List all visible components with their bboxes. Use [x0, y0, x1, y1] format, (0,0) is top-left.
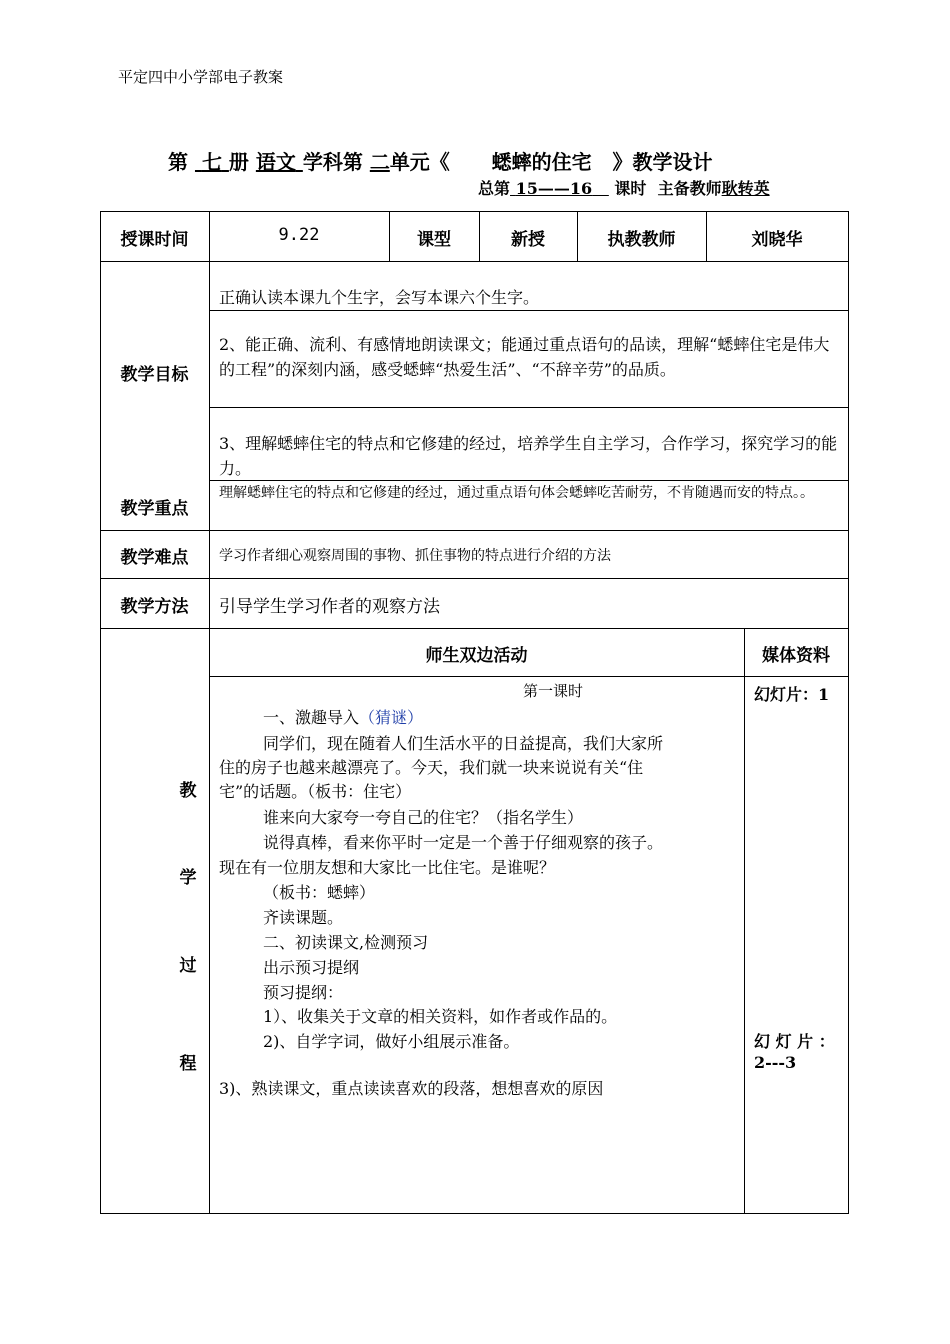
- activity-column-header: 师生双边活动: [425, 646, 528, 666]
- media-slide-2-range: 2---3: [754, 1053, 797, 1072]
- goal-item-3: 3、理解蟋蟀住宅的特点和它修建的经过，培养学生自主学习，合作学习，探究学习的能力。: [219, 434, 838, 478]
- exec-teacher-label: 执教教师: [607, 230, 676, 250]
- process-line: 现在有一位朋友想和大家比一比住宅。是谁呢？: [219, 858, 556, 877]
- process-line: 说得真棒，看来你平时一定是一个善于仔细观察的孩子。: [263, 833, 664, 852]
- step-1-note: （猜谜）: [359, 708, 424, 727]
- title-unit-suffix: 单元《: [389, 150, 450, 174]
- process-label-char-1: 教: [179, 781, 197, 801]
- time-value: 9.22: [278, 225, 320, 245]
- process-label-char-4: 程: [179, 1054, 197, 1074]
- process-line: 同学们，现在随着人们生活水平的日益提高，我们大家所: [263, 734, 664, 753]
- type-label: 课型: [417, 230, 451, 250]
- focus-label: 教学重点: [120, 499, 189, 519]
- school-note: 平定四中小学部电子教案: [118, 68, 284, 86]
- method-label: 教学方法: [120, 597, 189, 617]
- step-2-heading: 二、初读课文,检测预习: [263, 933, 429, 952]
- title-volume: 七: [201, 150, 222, 174]
- process-line: 3)、熟读课文，重点读读喜欢的段落，想想喜欢的原因: [219, 1079, 604, 1098]
- media-slide-1: 幻灯片：1: [754, 685, 830, 704]
- time-label: 授课时间: [120, 230, 189, 250]
- exec-teacher-value: 刘晓华: [751, 230, 803, 250]
- process-line: 齐读课题。: [263, 908, 344, 927]
- period-range: 15——16: [515, 179, 593, 198]
- focus-text: 理解蟋蟀住宅的特点和它修建的经过，通过重点语句体会蟋蟀吃苦耐劳，不肯随遇而安的特点。。: [219, 485, 814, 501]
- process-label-char-2: 学: [179, 868, 197, 888]
- goal-item-1: 正确认读本课九个生字，会写本课六个生字。: [219, 288, 540, 307]
- process-line: 2)、自学字词，做好小组展示准备。: [263, 1032, 520, 1051]
- difficulty-text: 学习作者细心观察周围的事物、抓住事物的特点进行介绍的方法: [219, 548, 611, 564]
- total-label: 总第: [478, 179, 511, 198]
- step-1-heading: 一、激趣导入（猜谜）: [263, 708, 424, 727]
- document-title: [168, 146, 712, 175]
- media-slide-2-label: 幻 灯 片 ：: [754, 1032, 835, 1051]
- process-line: 预习提纲：: [263, 983, 344, 1002]
- title-subject: 语文: [255, 150, 296, 174]
- title-suffix: 》教学设计: [612, 150, 713, 174]
- difficulty-label: 教学难点: [120, 548, 189, 568]
- type-value: 新授: [511, 230, 545, 250]
- process-line: 宅”的话题。（板书：住宅）: [219, 782, 412, 801]
- teacher-label: 主备教师: [657, 179, 722, 198]
- period-label: 课时: [614, 179, 647, 198]
- process-line: 1）、收集关于文章的相关资料，如作者或作品的。: [263, 1007, 618, 1026]
- title-volume-suffix: 册: [228, 150, 249, 174]
- goals-label: 教学目标: [120, 365, 189, 385]
- process-line: （板书：蟋蟀）: [263, 883, 376, 902]
- title-prefix: 第: [168, 150, 188, 174]
- goal-item-2: 2、能正确、流利、有感情地朗读课文；能通过重点语句的品读，理解“蟋蟀住宅是伟大的工程”的深刻内涵，感受蟋蟀“热爱生活”、“不辞辛劳”的品质。: [219, 335, 830, 379]
- main-teacher: 耿转英: [721, 179, 770, 198]
- method-text: 引导学生学习作者的观察方法: [219, 597, 440, 617]
- process-label-char-3: 过: [179, 956, 197, 976]
- period-title: 第一课时: [523, 682, 584, 700]
- title-unit: 二: [369, 150, 390, 174]
- title-lesson: 蟋蟀的住宅: [491, 150, 592, 174]
- media-column-header: 媒体资料: [762, 646, 830, 666]
- process-line: 住的房子也越来越漂亮了。今天，我们就一块来说说有关“住: [219, 758, 644, 777]
- title-subject-suffix: 学科第: [302, 150, 363, 174]
- process-line: 谁来向大家夸一夸自己的住宅？（指名学生）: [263, 808, 584, 827]
- process-line: 出示预习提纲: [263, 958, 360, 977]
- document-subtitle: [478, 176, 770, 199]
